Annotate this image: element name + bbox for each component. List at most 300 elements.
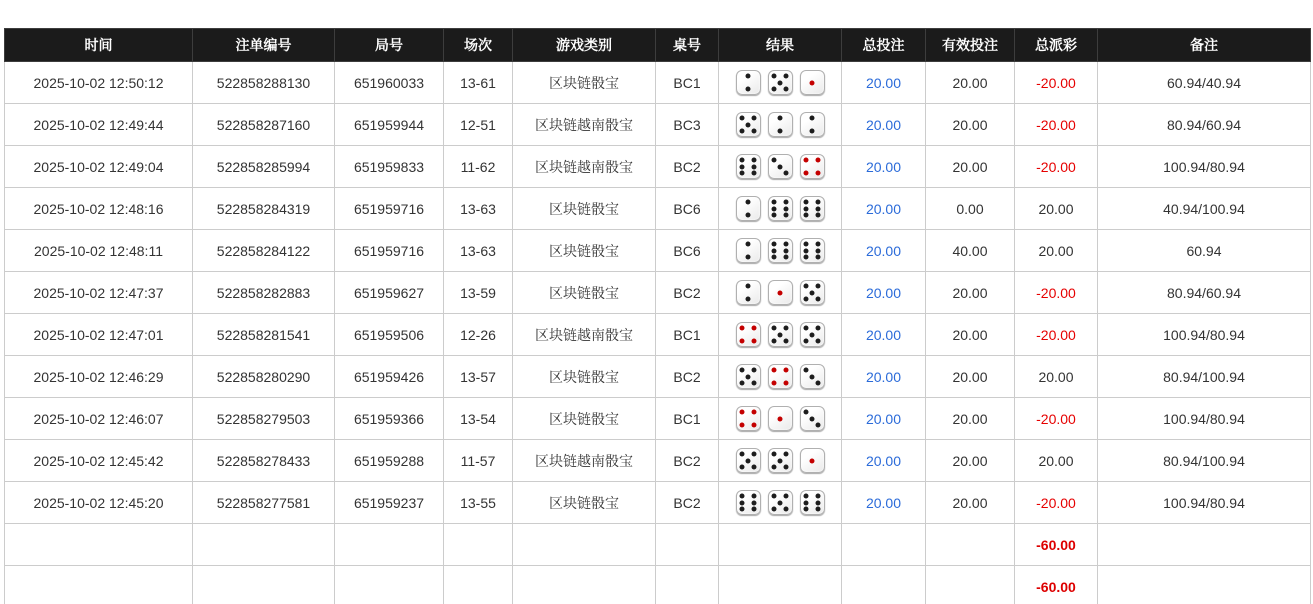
table-row (5, 314, 1311, 356)
cell-total-bet (842, 62, 926, 104)
cell-session: 13-54 (444, 398, 513, 440)
cell-session: 13-63 (444, 188, 513, 230)
cell-result (719, 188, 842, 230)
cell-time: 2025-10-02 12:47:01 (5, 314, 193, 356)
die-pip (771, 158, 776, 163)
grand-total-row (5, 566, 1311, 604)
die-face-1-icon (768, 406, 793, 431)
die-pip (746, 242, 751, 247)
cell-payout: 20.00 (1015, 356, 1098, 398)
header-row (5, 29, 1311, 62)
cell-table-no: BC3 (656, 104, 719, 146)
cell-bet-id: 522858277581 (193, 482, 335, 524)
cell-table-no: BC2 (656, 146, 719, 188)
cell-total-bet (842, 356, 926, 398)
die-face-6-icon (800, 196, 825, 221)
col-header-total_bet: 总投注 (842, 29, 926, 62)
die-pip (752, 380, 757, 385)
die-pip (816, 206, 821, 211)
summary-count: 11 (193, 566, 335, 604)
die-pip (784, 212, 789, 217)
die-pip (739, 164, 744, 169)
total-bet-link[interactable]: 20.00 (865, 452, 902, 469)
die-pip (803, 338, 808, 343)
cell-time: 2025-10-02 12:48:11 (5, 230, 193, 272)
die-face-5-icon (736, 364, 761, 389)
table-row (5, 482, 1311, 524)
cell-time: 2025-10-02 12:45:42 (5, 440, 193, 482)
die-pip (784, 206, 789, 211)
die-pip (778, 290, 783, 295)
cell-round: 651959288 (335, 440, 444, 482)
cell-payout: -20.00 (1015, 146, 1098, 188)
summary-valid-bet: 220.00 (926, 524, 1015, 566)
die-face-4-icon (736, 322, 761, 347)
subtotal-row (5, 524, 1311, 566)
col-header-valid_bet: 有效投注 (926, 29, 1015, 62)
die-pip (739, 116, 744, 121)
die-pip (746, 86, 751, 91)
die-pip (746, 296, 751, 301)
cell-valid-bet: 20.00 (926, 356, 1015, 398)
cell-bet-id: 522858288130 (193, 62, 335, 104)
cell-total-bet (842, 188, 926, 230)
die-pip (739, 464, 744, 469)
die-face-6-icon (800, 238, 825, 263)
die-face-2-icon (800, 112, 825, 137)
table-row (5, 272, 1311, 314)
die-pip (746, 458, 751, 463)
col-header-round: 局号 (335, 29, 444, 62)
total-bet-link[interactable]: 20.00 (865, 74, 902, 91)
die-face-6-icon (768, 238, 793, 263)
die-pip (803, 248, 808, 253)
die-face-4-icon (768, 364, 793, 389)
die-pip (771, 494, 776, 499)
die-pip (784, 368, 789, 373)
die-pip (816, 254, 821, 259)
die-pip (771, 326, 776, 331)
die-face-6-icon (800, 490, 825, 515)
table-row (5, 104, 1311, 146)
die-pip (816, 242, 821, 247)
die-pip (784, 464, 789, 469)
table-row (5, 62, 1311, 104)
die-pip (752, 500, 757, 505)
col-header-payout: 总派彩 (1015, 29, 1098, 62)
die-pip (810, 128, 815, 133)
cell-total-bet (842, 272, 926, 314)
die-pip (771, 74, 776, 79)
cell-result (719, 356, 842, 398)
die-pip (746, 254, 751, 259)
die-pip (771, 452, 776, 457)
die-pip (816, 506, 821, 511)
col-header-result: 结果 (719, 29, 842, 62)
die-pip (816, 158, 821, 163)
cell-bet-id: 522858278433 (193, 440, 335, 482)
cell-remark: 60.94 (1098, 230, 1311, 272)
die-face-5-icon (800, 280, 825, 305)
cell-valid-bet: 20.00 (926, 272, 1015, 314)
die-pip (816, 326, 821, 331)
cell-valid-bet: 20.00 (926, 104, 1015, 146)
die-face-2-icon (736, 280, 761, 305)
summary-total-bet: 220.00 (842, 524, 926, 566)
cell-game-type: 区块链骰宝 (513, 398, 656, 440)
cell-game-type: 区块链骰宝 (513, 356, 656, 398)
die-pip (739, 506, 744, 511)
cell-game-type: 区块链越南骰宝 (513, 104, 656, 146)
cell-total-bet (842, 440, 926, 482)
die-pip (803, 242, 808, 247)
cell-total-bet (842, 398, 926, 440)
cell-payout: 20.00 (1015, 230, 1098, 272)
die-face-3-icon (800, 364, 825, 389)
dice-result (723, 238, 837, 263)
cell-time: 2025-10-02 12:50:12 (5, 62, 193, 104)
cell-remark: 100.94/80.94 (1098, 146, 1311, 188)
die-face-2-icon (768, 112, 793, 137)
die-pip (803, 284, 808, 289)
cell-bet-id: 522858281541 (193, 314, 335, 356)
die-face-5-icon (736, 112, 761, 137)
die-pip (784, 74, 789, 79)
summary-empty-result (719, 524, 842, 566)
table-row (5, 356, 1311, 398)
cell-game-type: 区块链骰宝 (513, 188, 656, 230)
cell-payout: -20.00 (1015, 62, 1098, 104)
die-pip (784, 86, 789, 91)
die-pip (752, 338, 757, 343)
total-bet-link[interactable]: 20.00 (865, 284, 902, 301)
cell-round: 651959426 (335, 356, 444, 398)
cell-result (719, 62, 842, 104)
die-pip (752, 116, 757, 121)
die-pip (803, 368, 808, 373)
die-pip (803, 206, 808, 211)
cell-remark: 100.94/80.94 (1098, 482, 1311, 524)
die-face-6-icon (736, 154, 761, 179)
cell-remark: 80.94/100.94 (1098, 356, 1311, 398)
die-pip (778, 500, 783, 505)
summary-empty-round (335, 566, 444, 604)
die-pip (739, 494, 744, 499)
col-header-session: 场次 (444, 29, 513, 62)
cell-result (719, 314, 842, 356)
cell-payout: -20.00 (1015, 398, 1098, 440)
total-bet-link[interactable]: 20.00 (865, 158, 902, 175)
die-pip (784, 242, 789, 247)
summary-label: 小计 (5, 524, 193, 566)
cell-total-bet (842, 482, 926, 524)
cell-result (719, 482, 842, 524)
die-pip (739, 338, 744, 343)
die-face-5-icon (768, 448, 793, 473)
die-pip (816, 494, 821, 499)
die-pip (739, 422, 744, 427)
die-pip (771, 464, 776, 469)
die-face-5-icon (768, 322, 793, 347)
summary-empty-game (513, 566, 656, 604)
summary-empty-table (656, 566, 719, 604)
die-pip (803, 158, 808, 163)
cell-game-type: 区块链骰宝 (513, 272, 656, 314)
die-face-3-icon (800, 406, 825, 431)
cell-table-no: BC2 (656, 440, 719, 482)
die-pip (803, 200, 808, 205)
cell-time: 2025-10-02 12:49:44 (5, 104, 193, 146)
cell-payout: 20.00 (1015, 188, 1098, 230)
cell-payout: -20.00 (1015, 314, 1098, 356)
cell-table-no: BC1 (656, 62, 719, 104)
cell-session: 13-61 (444, 62, 513, 104)
cell-total-bet (842, 230, 926, 272)
die-pip (752, 170, 757, 175)
die-pip (739, 158, 744, 163)
die-face-2-icon (736, 196, 761, 221)
die-pip (771, 86, 776, 91)
cell-valid-bet: 20.00 (926, 398, 1015, 440)
die-face-2-icon (736, 238, 761, 263)
summary-count: 11 (193, 524, 335, 566)
die-pip (784, 452, 789, 457)
cell-round: 651959833 (335, 146, 444, 188)
die-face-4-icon (736, 406, 761, 431)
cell-round: 651959627 (335, 272, 444, 314)
die-face-5-icon (736, 448, 761, 473)
cell-remark: 80.94/60.94 (1098, 104, 1311, 146)
summary-empty-round (335, 524, 444, 566)
die-pip (784, 170, 789, 175)
cell-table-no: BC2 (656, 482, 719, 524)
cell-game-type: 区块链骰宝 (513, 230, 656, 272)
col-header-remark: 备注 (1098, 29, 1311, 62)
cell-session: 13-63 (444, 230, 513, 272)
die-pip (752, 164, 757, 169)
cell-payout: 20.00 (1015, 440, 1098, 482)
bet-history-table (4, 28, 1311, 604)
total-bet-link[interactable]: 20.00 (865, 200, 902, 217)
die-pip (803, 212, 808, 217)
die-pip (810, 80, 815, 85)
die-pip (778, 128, 783, 133)
die-pip (803, 296, 808, 301)
summary-total-bet: 220.00 (842, 566, 926, 604)
cell-table-no: BC1 (656, 398, 719, 440)
die-pip (778, 116, 783, 121)
cell-remark: 40.94/100.94 (1098, 188, 1311, 230)
die-pip (771, 506, 776, 511)
die-pip (771, 242, 776, 247)
die-pip (816, 284, 821, 289)
cell-time: 2025-10-02 12:46:29 (5, 356, 193, 398)
dice-result (723, 406, 837, 431)
die-pip (771, 212, 776, 217)
die-pip (816, 212, 821, 217)
die-face-5-icon (800, 322, 825, 347)
cell-round: 651959237 (335, 482, 444, 524)
die-pip (752, 158, 757, 163)
cell-bet-id: 522858284319 (193, 188, 335, 230)
die-pip (778, 80, 783, 85)
die-pip (816, 422, 821, 427)
die-pip (784, 338, 789, 343)
cell-remark: 100.94/80.94 (1098, 398, 1311, 440)
cell-payout: -20.00 (1015, 104, 1098, 146)
die-pip (784, 380, 789, 385)
die-pip (752, 326, 757, 331)
die-face-5-icon (768, 70, 793, 95)
dice-result (723, 70, 837, 95)
die-pip (752, 452, 757, 457)
die-pip (771, 368, 776, 373)
die-pip (816, 338, 821, 343)
total-bet-link[interactable]: 20.00 (865, 410, 902, 427)
die-pip (739, 170, 744, 175)
die-pip (810, 458, 815, 463)
cell-time: 2025-10-02 12:49:04 (5, 146, 193, 188)
die-pip (784, 248, 789, 253)
cell-total-bet (842, 146, 926, 188)
cell-bet-id: 522858280290 (193, 356, 335, 398)
dice-result (723, 490, 837, 515)
cell-game-type: 区块链越南骰宝 (513, 440, 656, 482)
cell-session: 11-62 (444, 146, 513, 188)
die-face-4-icon (800, 154, 825, 179)
cell-result (719, 440, 842, 482)
cell-game-type: 区块链越南骰宝 (513, 314, 656, 356)
cell-table-no: BC2 (656, 356, 719, 398)
die-pip (778, 416, 783, 421)
cell-session: 12-26 (444, 314, 513, 356)
die-pip (803, 326, 808, 331)
cell-round: 651959716 (335, 188, 444, 230)
die-pip (784, 494, 789, 499)
die-pip (816, 200, 821, 205)
total-bet-link[interactable]: 20.00 (865, 326, 902, 343)
die-face-5-icon (768, 490, 793, 515)
cell-valid-bet: 40.00 (926, 230, 1015, 272)
dice-result (723, 322, 837, 347)
total-bet-link[interactable]: 20.00 (865, 116, 902, 133)
summary-empty-session (444, 566, 513, 604)
die-pip (810, 332, 815, 337)
die-pip (784, 506, 789, 511)
cell-payout: -20.00 (1015, 272, 1098, 314)
cell-game-type: 区块链骰宝 (513, 482, 656, 524)
die-pip (771, 380, 776, 385)
die-face-6-icon (736, 490, 761, 515)
cell-session: 13-57 (444, 356, 513, 398)
summary-empty-table (656, 524, 719, 566)
die-pip (784, 326, 789, 331)
summary-empty-remark (1098, 566, 1311, 604)
dice-result (723, 196, 837, 221)
cell-total-bet (842, 104, 926, 146)
die-pip (752, 422, 757, 427)
cell-result (719, 230, 842, 272)
cell-remark: 100.94/80.94 (1098, 314, 1311, 356)
die-pip (803, 500, 808, 505)
die-face-1-icon (768, 280, 793, 305)
summary-empty-remark (1098, 524, 1311, 566)
total-bet-link[interactable]: 20.00 (865, 494, 902, 511)
cell-result (719, 146, 842, 188)
table-row (5, 230, 1311, 272)
col-header-bet_id: 注单编号 (193, 29, 335, 62)
die-pip (752, 128, 757, 133)
cell-time: 2025-10-02 12:46:07 (5, 398, 193, 440)
cell-table-no: BC6 (656, 188, 719, 230)
die-pip (810, 290, 815, 295)
table-row (5, 398, 1311, 440)
die-pip (746, 374, 751, 379)
cell-result (719, 398, 842, 440)
die-pip (739, 452, 744, 457)
die-face-6-icon (768, 196, 793, 221)
dice-result (723, 280, 837, 305)
cell-bet-id: 522858279503 (193, 398, 335, 440)
cell-round: 651959506 (335, 314, 444, 356)
die-face-1-icon (800, 448, 825, 473)
cell-time: 2025-10-02 12:48:16 (5, 188, 193, 230)
die-pip (810, 374, 815, 379)
cell-game-type: 区块链越南骰宝 (513, 146, 656, 188)
dice-result (723, 154, 837, 179)
summary-payout: -60.00 (1015, 524, 1098, 566)
col-header-game: 游戏类别 (513, 29, 656, 62)
die-pip (816, 296, 821, 301)
die-pip (746, 122, 751, 127)
dice-result (723, 448, 837, 473)
cell-game-type: 区块链骰宝 (513, 62, 656, 104)
cell-round: 651959366 (335, 398, 444, 440)
die-face-3-icon (768, 154, 793, 179)
cell-bet-id: 522858282883 (193, 272, 335, 314)
total-bet-link[interactable]: 20.00 (865, 368, 902, 385)
cell-time: 2025-10-02 12:47:37 (5, 272, 193, 314)
die-pip (816, 248, 821, 253)
die-pip (739, 368, 744, 373)
cell-session: 11-57 (444, 440, 513, 482)
cell-table-no: BC1 (656, 314, 719, 356)
cell-round: 651960033 (335, 62, 444, 104)
cell-remark: 60.94/40.94 (1098, 62, 1311, 104)
die-pip (746, 74, 751, 79)
summary-empty-session (444, 524, 513, 566)
cell-bet-id: 522858287160 (193, 104, 335, 146)
cell-time: 2025-10-02 12:45:20 (5, 482, 193, 524)
die-pip (752, 368, 757, 373)
cell-bet-id: 522858284122 (193, 230, 335, 272)
total-bet-link[interactable]: 20.00 (865, 242, 902, 259)
die-face-2-icon (736, 70, 761, 95)
cell-remark: 80.94/60.94 (1098, 272, 1311, 314)
die-pip (803, 254, 808, 259)
summary-label: 总计 (5, 566, 193, 604)
die-pip (784, 200, 789, 205)
die-pip (803, 494, 808, 499)
die-pip (810, 116, 815, 121)
col-header-table_no: 桌号 (656, 29, 719, 62)
cell-valid-bet: 20.00 (926, 146, 1015, 188)
die-pip (771, 254, 776, 259)
die-pip (746, 200, 751, 205)
die-pip (771, 338, 776, 343)
cell-valid-bet: 20.00 (926, 440, 1015, 482)
die-pip (778, 164, 783, 169)
